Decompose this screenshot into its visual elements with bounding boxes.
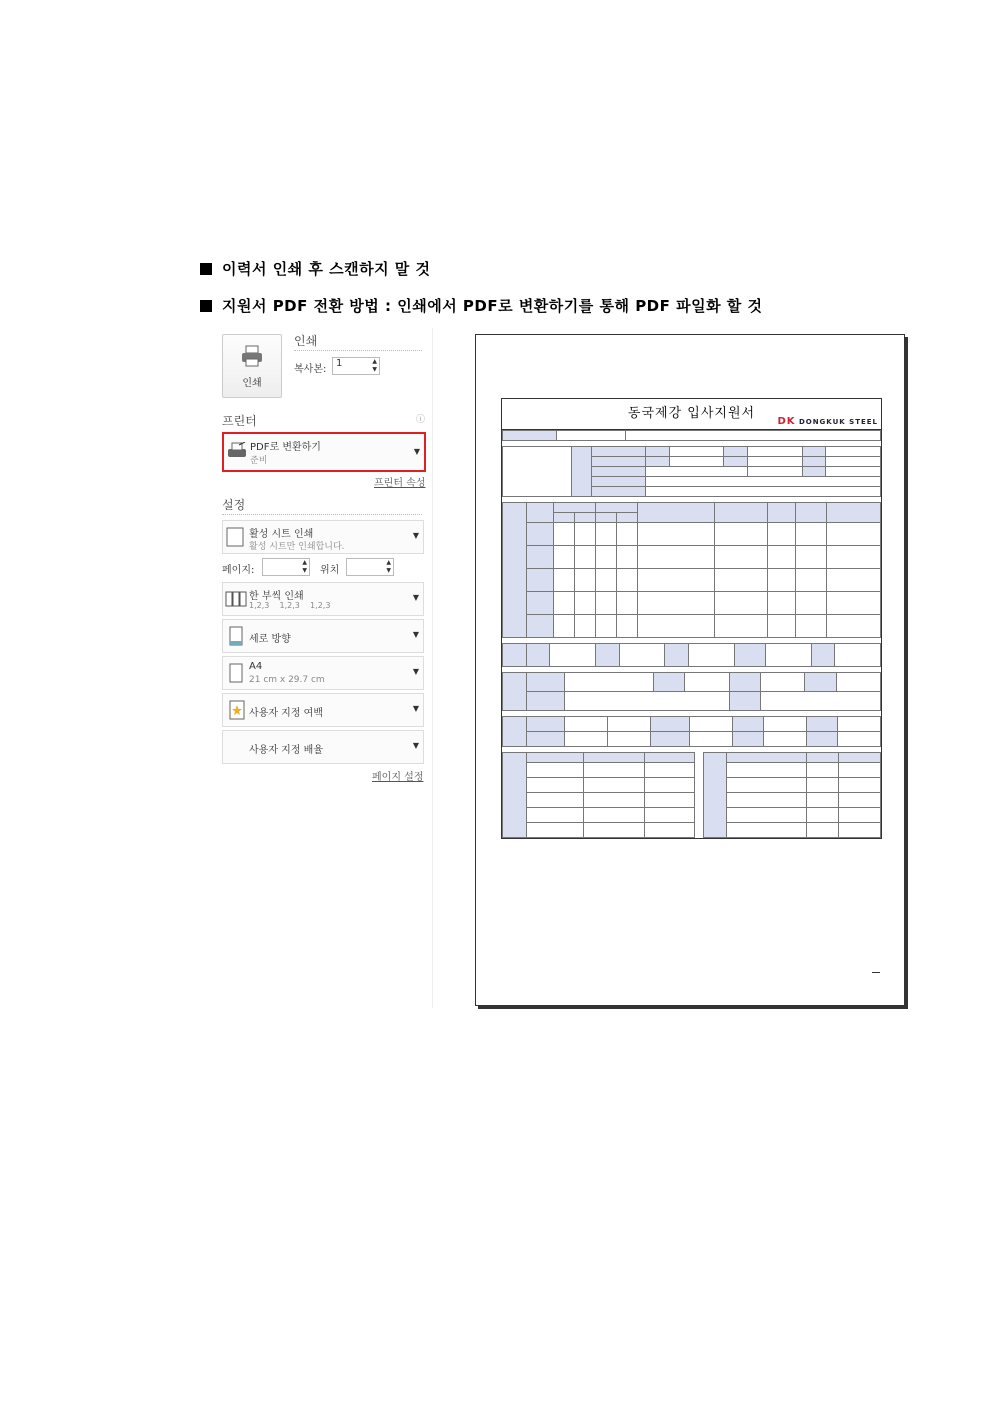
chevron-down-icon: ▼ [413, 447, 420, 456]
spinner-arrows-icon[interactable]: ▲ ▼ [372, 358, 377, 373]
paper-icon [229, 663, 243, 683]
spinner-arrows-icon[interactable]: ▲ ▼ [302, 559, 307, 574]
orientation-dropdown[interactable]: 세로 방향 ▼ [222, 619, 424, 653]
print-preview-page [475, 334, 905, 1006]
instruction-1: 이력서 인쇄 후 스캔하지 말 것 [200, 258, 431, 279]
margins-star-icon [229, 700, 245, 720]
application-form-preview [501, 398, 882, 839]
paper-size-dropdown[interactable]: A4 21 cm x 29.7 cm ▼ [222, 656, 424, 690]
chevron-down-icon: ▼ [412, 531, 419, 540]
instruction-2: 지원서 PDF 전환 방법 : 인쇄에서 PDF로 변환하기를 통해 PDF 파일화 할 것 [200, 295, 763, 316]
pages-to-input[interactable] [346, 558, 394, 576]
portrait-icon [229, 626, 243, 646]
printer-section-title: 프린터 [222, 414, 257, 428]
form-education-table [502, 502, 881, 638]
form-personal-table [502, 446, 881, 497]
chevron-down-icon: ▼ [412, 741, 419, 750]
collate-icon [225, 591, 247, 607]
scaling-dropdown[interactable]: 사용자 지정 배율 ▼ [222, 730, 424, 764]
form-title: 동국제강 입사지원서 DK DONGKUK STEEL [502, 399, 881, 430]
spinner-arrows-icon[interactable]: ▲ ▼ [386, 559, 391, 574]
collate-dropdown[interactable]: 한 부씩 인쇄 1,2,3 1,2,3 1,2,3 ▼ [222, 582, 424, 616]
pdf-printer-icon [227, 442, 247, 460]
chevron-down-icon: ▼ [412, 593, 419, 602]
form-language-license-table [502, 752, 881, 838]
printer-icon [240, 345, 264, 367]
printer-properties-link[interactable]: 프린터 속성 [374, 478, 426, 489]
info-icon[interactable]: ⓘ [416, 415, 426, 425]
form-body-table [502, 643, 881, 667]
sheet-icon [226, 527, 244, 547]
form-veterans-table [502, 716, 881, 747]
chevron-down-icon: ▼ [412, 667, 419, 676]
pages-from-input[interactable] [262, 558, 310, 576]
square-bullet-icon [200, 263, 212, 275]
copies-label: 복사본: [294, 364, 327, 375]
page-setup-link[interactable]: 페이지 설정 [372, 772, 424, 783]
dongkuk-logo: DK DONGKUK STEEL [777, 416, 878, 427]
print-button[interactable]: 인쇄 [222, 334, 282, 398]
printer-dropdown[interactable]: PDF로 변환하기 준비 ▼ [222, 432, 426, 472]
form-military-table [502, 672, 881, 711]
margins-dropdown[interactable]: 사용자 지정 여백 ▼ [222, 693, 424, 727]
pages-label: 페이지: [222, 565, 255, 576]
chevron-down-icon: ▼ [412, 630, 419, 639]
settings-section-title: 설정 [222, 498, 246, 512]
print-settings-panel [216, 328, 433, 1008]
print-header: 인쇄 [294, 334, 318, 348]
to-label: 위치 [320, 565, 340, 576]
chevron-down-icon: ▼ [412, 704, 419, 713]
print-what-dropdown[interactable]: 활성 시트 인쇄 활성 시트만 인쇄합니다. ▼ [222, 520, 424, 554]
copies-input[interactable]: 1 ▲ ▼ [332, 357, 380, 375]
square-bullet-icon [200, 300, 212, 312]
